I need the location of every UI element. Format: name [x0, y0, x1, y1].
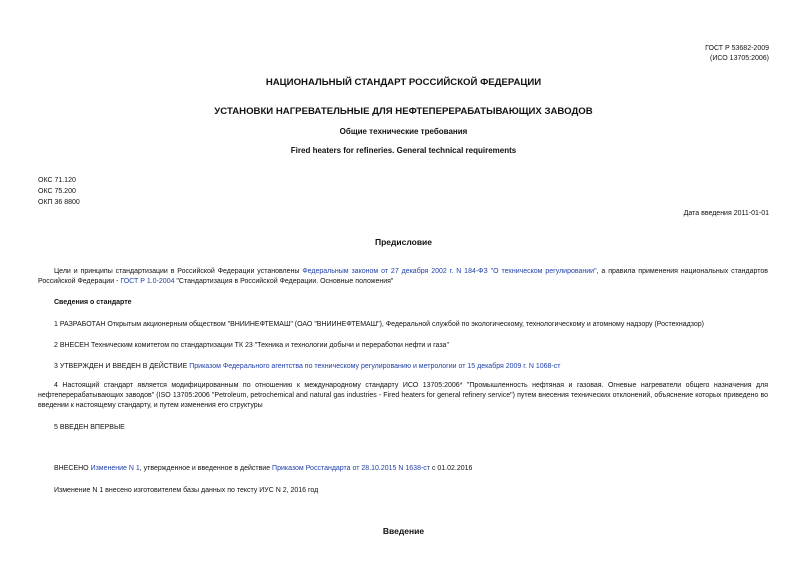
rosstandart-order-link[interactable]: Приказом Федерального агентства по техническому регулированию и метрологии от 15 декабря 2009 г. N 1068-ст [189, 363, 561, 370]
item-3-text: 3 УТВЕРЖДЕН И ВВЕДЕН В ДЕЙСТВИЕ [54, 363, 190, 370]
foreword-text-2: , а правила применения национальных стандартов Российской Федерации - [38, 268, 768, 285]
national-standard-title: НАЦИОНАЛЬНЫЙ СТАНДАРТ РОССИЙСКОЙ ФЕДЕРАЦИИ [265, 77, 542, 88]
doc-code: ГОСТ Р 53682-2009 [705, 45, 769, 52]
amendment-1-link[interactable]: Изменение N 1 [90, 465, 140, 472]
foreword-heading: Предисловие [374, 237, 433, 247]
foreword-text-3: "Стандартизация в Российской Федерации. Основные положения" [174, 278, 394, 285]
document-subtitle: Общие технические требования [339, 127, 468, 136]
foreword-text-1: Цели и принципы стандартизации в Российской Федерации установлены [54, 268, 303, 275]
item-2: 2 ВНЕСЕН Техническим комитетом по стандартизации ТК 23 "Техника и технологии добычи и переработки нефти и газа" [54, 342, 449, 349]
amendment-text-1: ВНЕСЕНО [54, 465, 91, 472]
amendment-text-2: , утвержденное и введенное в действие [139, 465, 273, 472]
introduction-date: Дата введения 2011-01-01 [683, 210, 769, 217]
amendment-line [54, 464, 472, 473]
item-5: 5 ВВЕДЕН ВПЕРВЫЕ [54, 424, 125, 431]
english-title: Fired heaters for refineries. General technical requirements [290, 146, 517, 155]
doc-code-iso: (ИСО 13705:2006) [710, 55, 769, 62]
item-4: 4 Настоящий стандарт является модифицированным по отношению к международному стандарту ИСО 13705:2006* "Промышленность нефтяная и газовая. Огневые нагреватели общего назначения для нефтеперерабатывающих заводов" (ISO 13705:2006 "Petroleum, petrochemical and natural gas industries - Fired heaters for general refinery service") путем внесения технических отклонений, объяснение которых приведено во введении к настоящему стандарту, и путем изменения его структуры [38, 382, 768, 409]
amendment-text-3: с 01.02.2016 [430, 465, 473, 472]
amendment-note: Изменение N 1 внесено изготовителем базы данных по тексту ИУС N 2, 2016 год [54, 487, 319, 494]
oks-code-1: ОКС 71.120 [38, 177, 76, 184]
about-standard-heading: Сведения о стандарте [54, 299, 132, 306]
document-title: УСТАНОВКИ НАГРЕВАТЕЛЬНЫЕ ДЛЯ НЕФТЕПЕРЕРАБАТЫВАЮЩИХ ЗАВОДОВ [214, 106, 593, 117]
foreword-paragraph [38, 267, 768, 287]
amendment-order-link[interactable]: Приказом Росстандарта от 28.10.2015 N 1638-ст [272, 465, 430, 472]
item-3 [54, 362, 560, 371]
okp-code: ОКП 36 8800 [38, 199, 80, 206]
item-1: 1 РАЗРАБОТАН Открытым акционерным обществом "ВНИИНЕФТЕМАШ" (ОАО "ВНИИНЕФТЕМАШ"), Федеральной службой по экологическому, технологическому и атомному надзору (Ростехнадзор) [54, 321, 705, 328]
oks-code-2: ОКС 75.200 [38, 188, 76, 195]
introduction-heading: Введение [382, 526, 425, 536]
gost-1-0-link[interactable]: ГОСТ Р 1.0-2004 [120, 278, 175, 285]
federal-law-link[interactable]: Федеральным законом от 27 декабря 2002 г. N 184-ФЗ "О техническом регулировании" [302, 268, 597, 275]
